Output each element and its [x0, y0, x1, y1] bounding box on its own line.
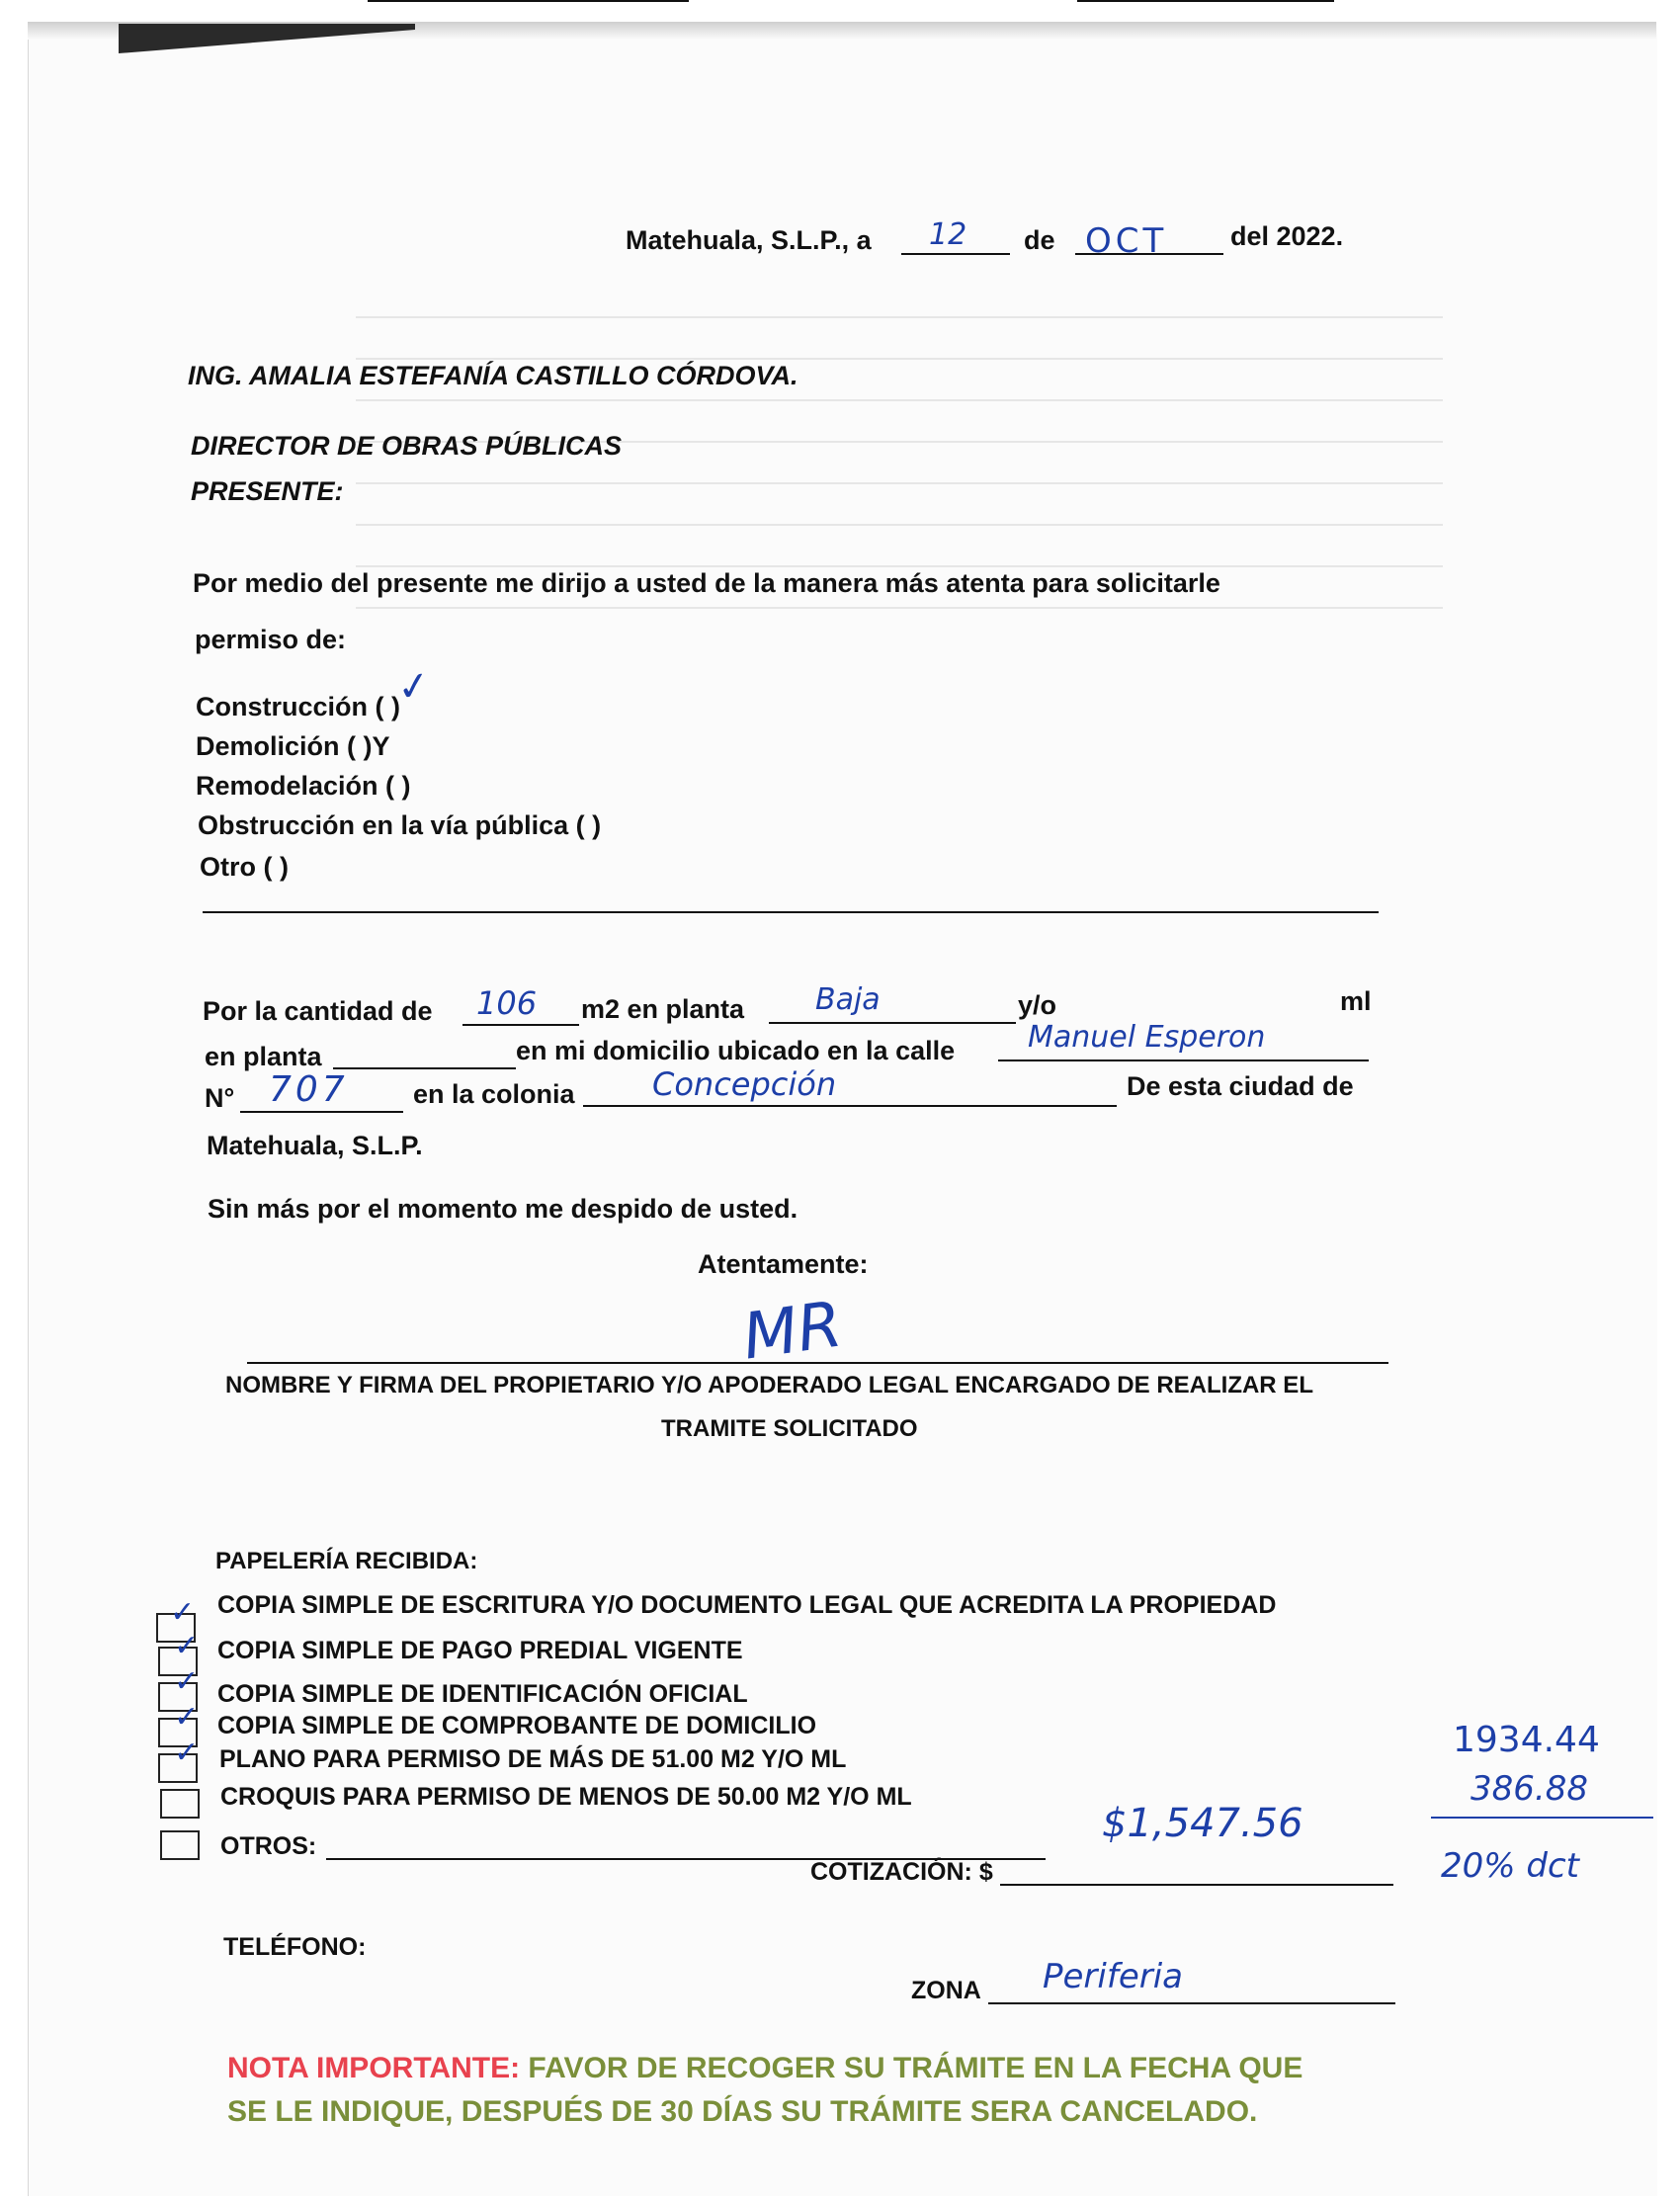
- telefono-line: [368, 0, 689, 2]
- numero-value: 707: [269, 1069, 349, 1110]
- ml-line: [1077, 0, 1334, 2]
- papeleria-item-domicilio: COPIA SIMPLE DE COMPROBANTE DE DOMICILIO: [217, 1712, 817, 1739]
- addressee-title: DIRECTOR DE OBRAS PÚBLICAS: [191, 431, 623, 461]
- numero-line: [240, 1111, 403, 1113]
- cotizacion-label: COTIZACIÓN: $: [810, 1858, 993, 1886]
- checkbox-otros[interactable]: [160, 1830, 200, 1860]
- side-note-2: 386.88: [1470, 1769, 1588, 1809]
- nota-line-1: [227, 2052, 1302, 2085]
- atentamente-label: Atentamente:: [698, 1249, 869, 1279]
- ciudad-label: De esta ciudad de: [1127, 1071, 1354, 1101]
- otro-line: [203, 911, 1379, 913]
- side-note-1: 1934.44: [1453, 1720, 1600, 1760]
- calle-line: [998, 1060, 1369, 1061]
- ml-label: ml: [1340, 986, 1372, 1016]
- m2-label: m2 en planta: [581, 994, 745, 1024]
- addressee-name: ING. AMALIA ESTEFANÍA CASTILLO CÓRDOVA.: [188, 361, 798, 390]
- check-mark-icon: ✓: [170, 1595, 196, 1630]
- yo-label: y/o: [1018, 990, 1057, 1020]
- side-note-underline: [1431, 1817, 1653, 1819]
- day-value: 12: [929, 217, 967, 252]
- planta-line: [769, 1022, 1016, 1024]
- papeleria-item-escritura: COPIA SIMPLE DE ESCRITURA Y/O DOCUMENTO LEGAL QUE ACREDITA LA PROPIEDAD: [217, 1591, 1277, 1619]
- ciudad-line-2: Matehuala, S.L.P.: [207, 1131, 423, 1160]
- telefono-label: TELÉFONO:: [223, 1933, 367, 1961]
- permit-obstruccion[interactable]: Obstrucción en la vía pública ( ): [198, 810, 602, 840]
- year-label: del 2022.: [1230, 221, 1344, 251]
- checkbox-croquis[interactable]: [160, 1789, 200, 1819]
- signature-line: [247, 1362, 1388, 1364]
- zona-value: Periferia: [1043, 1957, 1183, 1996]
- check-mark-icon: ✓: [174, 1736, 200, 1770]
- cotizacion-value: $1,547.56: [1102, 1801, 1303, 1846]
- day-line: [901, 253, 1010, 255]
- permit-otro[interactable]: Otro ( ): [200, 852, 289, 882]
- papeleria-item-croquis: CROQUIS PARA PERMISO DE MENOS DE 50.00 M2 Y/O ML: [220, 1783, 912, 1811]
- nota-label: NOTA IMPORTANTE:: [227, 2052, 521, 2084]
- side-note-3: 20% dct: [1441, 1846, 1579, 1886]
- zona-label: ZONA: [911, 1977, 981, 2004]
- en-planta-line: [333, 1067, 516, 1069]
- papeleria-item-plano: PLANO PARA PERMISO DE MÁS DE 51.00 M2 Y/O ML: [219, 1745, 847, 1773]
- presente-label: PRESENTE:: [191, 476, 344, 506]
- check-mark-icon: ✓: [393, 661, 434, 713]
- check-mark-icon: ✓: [174, 1700, 200, 1735]
- colonia-value: Concepción: [652, 1065, 837, 1103]
- check-mark-icon: ✓: [174, 1664, 200, 1699]
- papeleria-title: PAPELERÍA RECIBIDA:: [215, 1548, 478, 1574]
- month-value: OCT: [1085, 221, 1168, 261]
- cotizacion-line: [1000, 1884, 1393, 1886]
- intro-line-1: Por medio del presente me dirijo a usted de la manera más atenta para solicitarle: [193, 568, 1220, 598]
- m2-line: [462, 1024, 579, 1026]
- de-label: de: [1024, 225, 1055, 255]
- papeleria-item-predial: COPIA SIMPLE DE PAGO PREDIAL VIGENTE: [217, 1637, 743, 1664]
- permit-construccion[interactable]: Construcción ( ): [196, 692, 400, 721]
- signature-caption-2: TRAMITE SOLICITADO: [661, 1415, 918, 1442]
- papeleria-item-identificacion: COPIA SIMPLE DE IDENTIFICACIÓN OFICIAL: [217, 1680, 748, 1708]
- colonia-label: en la colonia: [413, 1079, 575, 1109]
- calle-value: Manuel Esperon: [1028, 1020, 1266, 1055]
- place-date-label: Matehuala, S.L.P., a: [626, 225, 872, 255]
- signature-caption-1: NOMBRE Y FIRMA DEL PROPIETARIO Y/O APODERADO LEGAL ENCARGADO DE REALIZAR EL: [225, 1372, 1313, 1399]
- papeleria-item-otros: OTROS:: [220, 1832, 317, 1860]
- zona-line: [988, 2002, 1395, 2004]
- planta-value: Baja: [815, 982, 881, 1017]
- domicilio-label: en mi domicilio ubicado en la calle: [516, 1036, 956, 1065]
- nota-text-2: SE LE INDIQUE, DESPUÉS DE 30 DÍAS SU TRÁMITE SERA CANCELADO.: [227, 2095, 1258, 2128]
- colonia-line: [583, 1105, 1117, 1107]
- nota-text-1: FAVOR DE RECOGER SU TRÁMITE EN LA FECHA QUE: [528, 2052, 1303, 2084]
- closing-text: Sin más por el momento me despido de usted.: [208, 1194, 798, 1224]
- permit-demolicion[interactable]: Demolición ( )Y: [196, 731, 390, 761]
- check-mark-icon: ✓: [174, 1629, 200, 1663]
- en-planta-label: en planta: [205, 1042, 322, 1071]
- intro-line-2: permiso de:: [195, 625, 347, 654]
- cantidad-label: Por la cantidad de: [203, 996, 433, 1026]
- permit-remodelacion[interactable]: Remodelación ( ): [196, 771, 411, 801]
- m2-value: 106: [476, 984, 538, 1022]
- numero-label: N°: [205, 1083, 235, 1113]
- signature: MR: [738, 1288, 847, 1375]
